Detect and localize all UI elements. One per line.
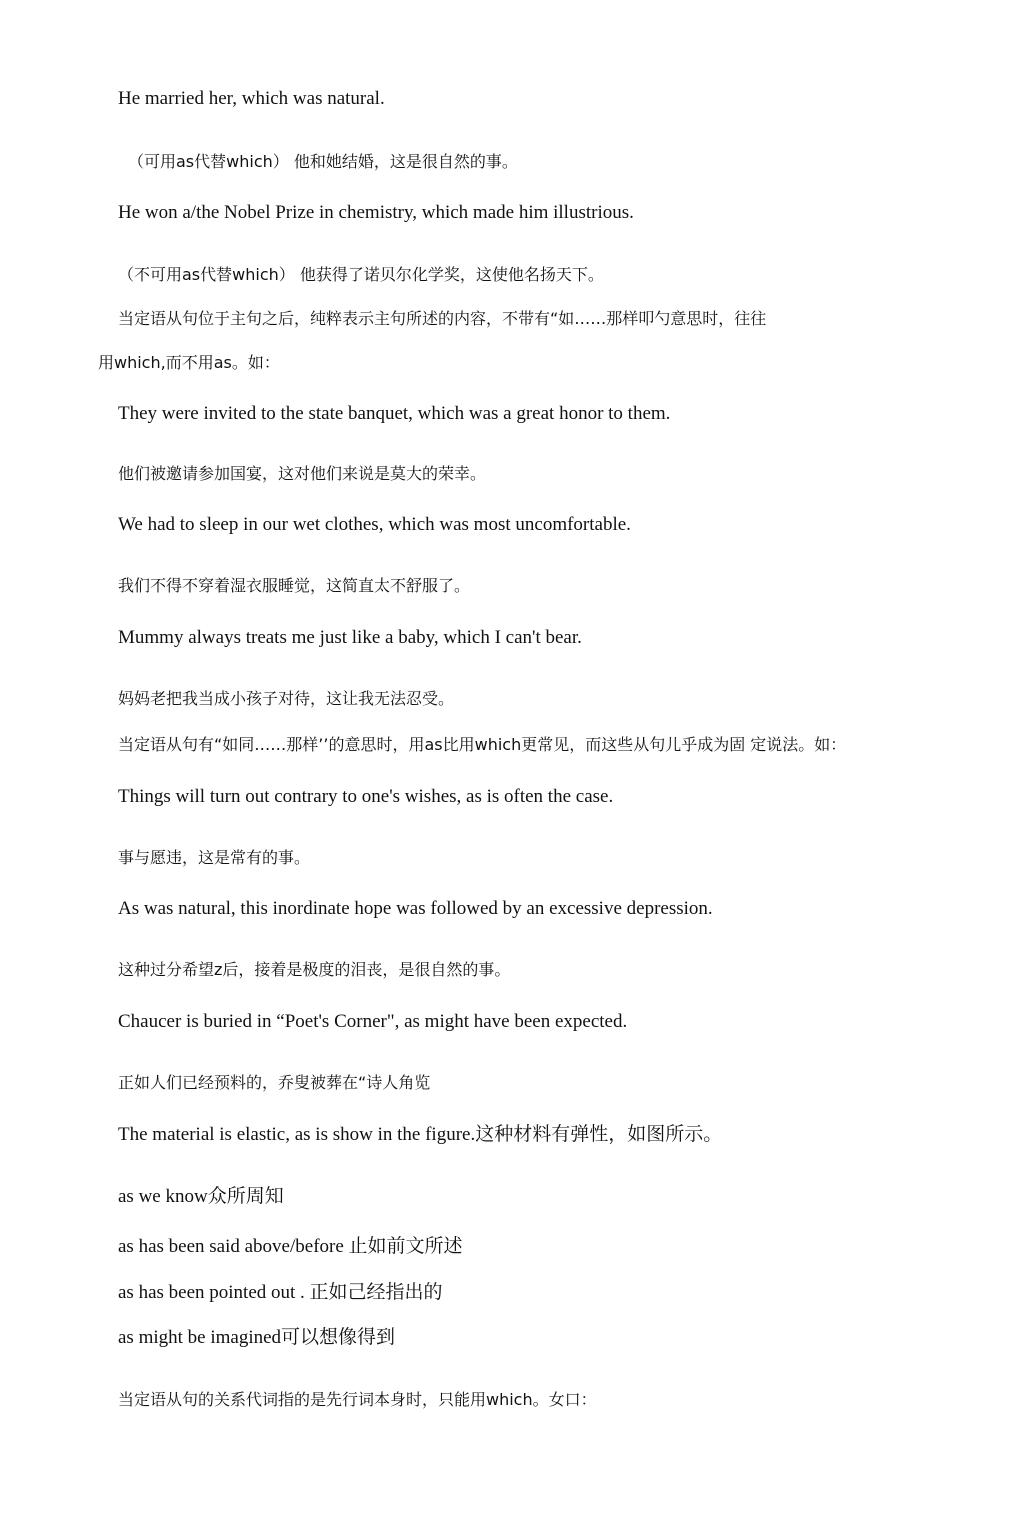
example-sentence: Things will turn out contrary to one's wishes, as is often the case. (118, 786, 614, 807)
grammar-note: 当定语从句的关系代词指的是先行词本身时，只能用which。女口： (118, 1390, 597, 1409)
translation-line: 正如人们已经预料的，乔叟被葬在“诗人角览 (118, 1073, 431, 1092)
phrase-line: as has been said above/before 止如前文所述 (118, 1236, 463, 1257)
translation-line: （可用as代替which） 他和她结婚，这是很自然的事。 (128, 152, 518, 171)
translation-line: 这种过分希望z后，接着是极度的泪丧，是很自然的事。 (118, 960, 511, 979)
translation-line: 妈妈老把我当成小孩子对待，这让我无法忍受。 (118, 689, 455, 708)
example-sentence: The material is elastic, as is show in the figure.这种材料有弹性，如图所示。 (118, 1124, 723, 1145)
example-sentence: Mummy always treats me just like a baby, which I can't bear. (118, 627, 582, 648)
phrase-line: as we know众所周知 (118, 1186, 284, 1207)
translation-line: 我们不得不穿着湿衣服睡觉，这简直太不舒服了。 (118, 576, 471, 595)
example-sentence: They were invited to the state banquet, which was a great honor to them. (118, 403, 671, 424)
grammar-note-continued: 用which,而不用as。如： (98, 353, 280, 372)
phrase-line: as might be imagined可以想像得到 (118, 1327, 396, 1348)
grammar-note: 当定语从句有“如同……那样’’的意思时，用as比用which更常见，而这些从句儿乎成为固 定说法。如： (118, 735, 847, 754)
translation-line: 事与愿违，这是常有的事。 (118, 848, 311, 867)
example-sentence: He won a/the Nobel Prize in chemistry, which made him illustrious. (118, 202, 634, 223)
translation-line: （不可用as代替which） 他获得了诺贝尔化学奖，这使他名扬天下。 (118, 265, 604, 284)
phrase-line: as has been pointed out . 正如己经指出的 (118, 1282, 443, 1303)
example-sentence: As was natural, this inordinate hope was followed by an excessive depression. (118, 898, 713, 919)
example-sentence: He married her, which was natural. (118, 88, 385, 109)
example-sentence: Chaucer is buried in “Poet's Corner", as might have been expected. (118, 1011, 628, 1032)
example-sentence: We had to sleep in our wet clothes, which was most uncomfortable. (118, 514, 631, 535)
grammar-note: 当定语从句位于主句之后，纯粹表示主句所述的内容，不带有“如……那样叩勺意思时，往往 (118, 309, 767, 328)
translation-line: 他们被邀请参加国宴，这对他们来说是莫大的荣幸。 (118, 464, 487, 483)
